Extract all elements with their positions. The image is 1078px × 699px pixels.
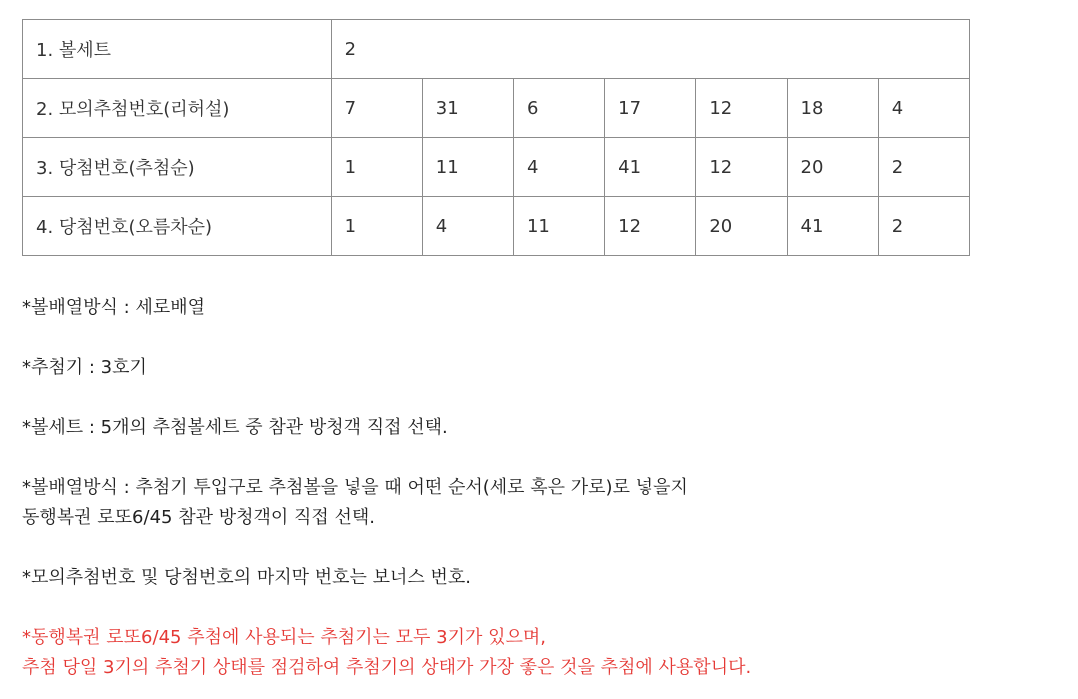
number-cell: 18 <box>787 79 878 138</box>
bonus-number-cell: 2 <box>878 138 969 197</box>
notes-section <box>22 293 1062 683</box>
note-bonus-number: *모의추첨번호 및 당첨번호의 마지막 번호는 보너스 번호. <box>22 567 471 588</box>
note-draw-machine: *추첨기 : 3호기 <box>22 357 147 378</box>
number-cell: 11 <box>422 138 513 197</box>
number-cell: 12 <box>696 79 787 138</box>
note-arrangement-desc-line1: *볼배열방식 : 추첨기 투입구로 추첨볼을 넣을 때 어떤 순서(세로 혹은 가로)로 넣을지 <box>22 477 688 498</box>
number-cell: 11 <box>513 197 604 256</box>
row-label: 2. 모의추첨번호(리허설) <box>23 79 332 138</box>
row-label: 1. 볼세트 <box>23 20 332 79</box>
table-row-winning-ascending <box>23 197 970 256</box>
number-cell: 31 <box>422 79 513 138</box>
number-cell: 4 <box>422 197 513 256</box>
number-cell: 12 <box>696 138 787 197</box>
number-cell: 6 <box>513 79 604 138</box>
number-cell: 1 <box>331 197 422 256</box>
number-cell: 20 <box>696 197 787 256</box>
note-ball-arrangement: *볼배열방식 : 세로배열 <box>22 297 205 318</box>
note-ball-set: *볼세트 : 5개의 추첨볼세트 중 참관 방청객 직접 선택. <box>22 417 448 438</box>
bonus-number-cell: 4 <box>878 79 969 138</box>
bonus-number-cell: 2 <box>878 197 969 256</box>
number-cell: 20 <box>787 138 878 197</box>
row-label: 3. 당첨번호(추첨순) <box>23 138 332 197</box>
lotto-results-table <box>22 19 970 256</box>
number-cell: 41 <box>605 138 696 197</box>
number-cell: 17 <box>605 79 696 138</box>
ball-set-value: 2 <box>331 20 969 79</box>
number-cell: 1 <box>331 138 422 197</box>
number-cell: 12 <box>605 197 696 256</box>
note-arrangement-desc-line2: 동행복권 로또6/45 참관 방청객이 직접 선택. <box>22 507 375 528</box>
table-row-mock-draw <box>23 79 970 138</box>
row-label: 4. 당첨번호(오름차순) <box>23 197 332 256</box>
note-machines-highlight-line2: 추첨 당일 3기의 추첨기 상태를 점검하여 추첨기의 상태가 가장 좋은 것을 추첨에 사용합니다. <box>22 657 752 678</box>
number-cell: 7 <box>331 79 422 138</box>
table-row-ball-set <box>23 20 970 79</box>
number-cell: 41 <box>787 197 878 256</box>
number-cell: 4 <box>513 138 604 197</box>
table-row-winning-draw-order <box>23 138 970 197</box>
note-machines-highlight-line1: *동행복권 로또6/45 추첨에 사용되는 추첨기는 모두 3기가 있으며, <box>22 627 546 648</box>
